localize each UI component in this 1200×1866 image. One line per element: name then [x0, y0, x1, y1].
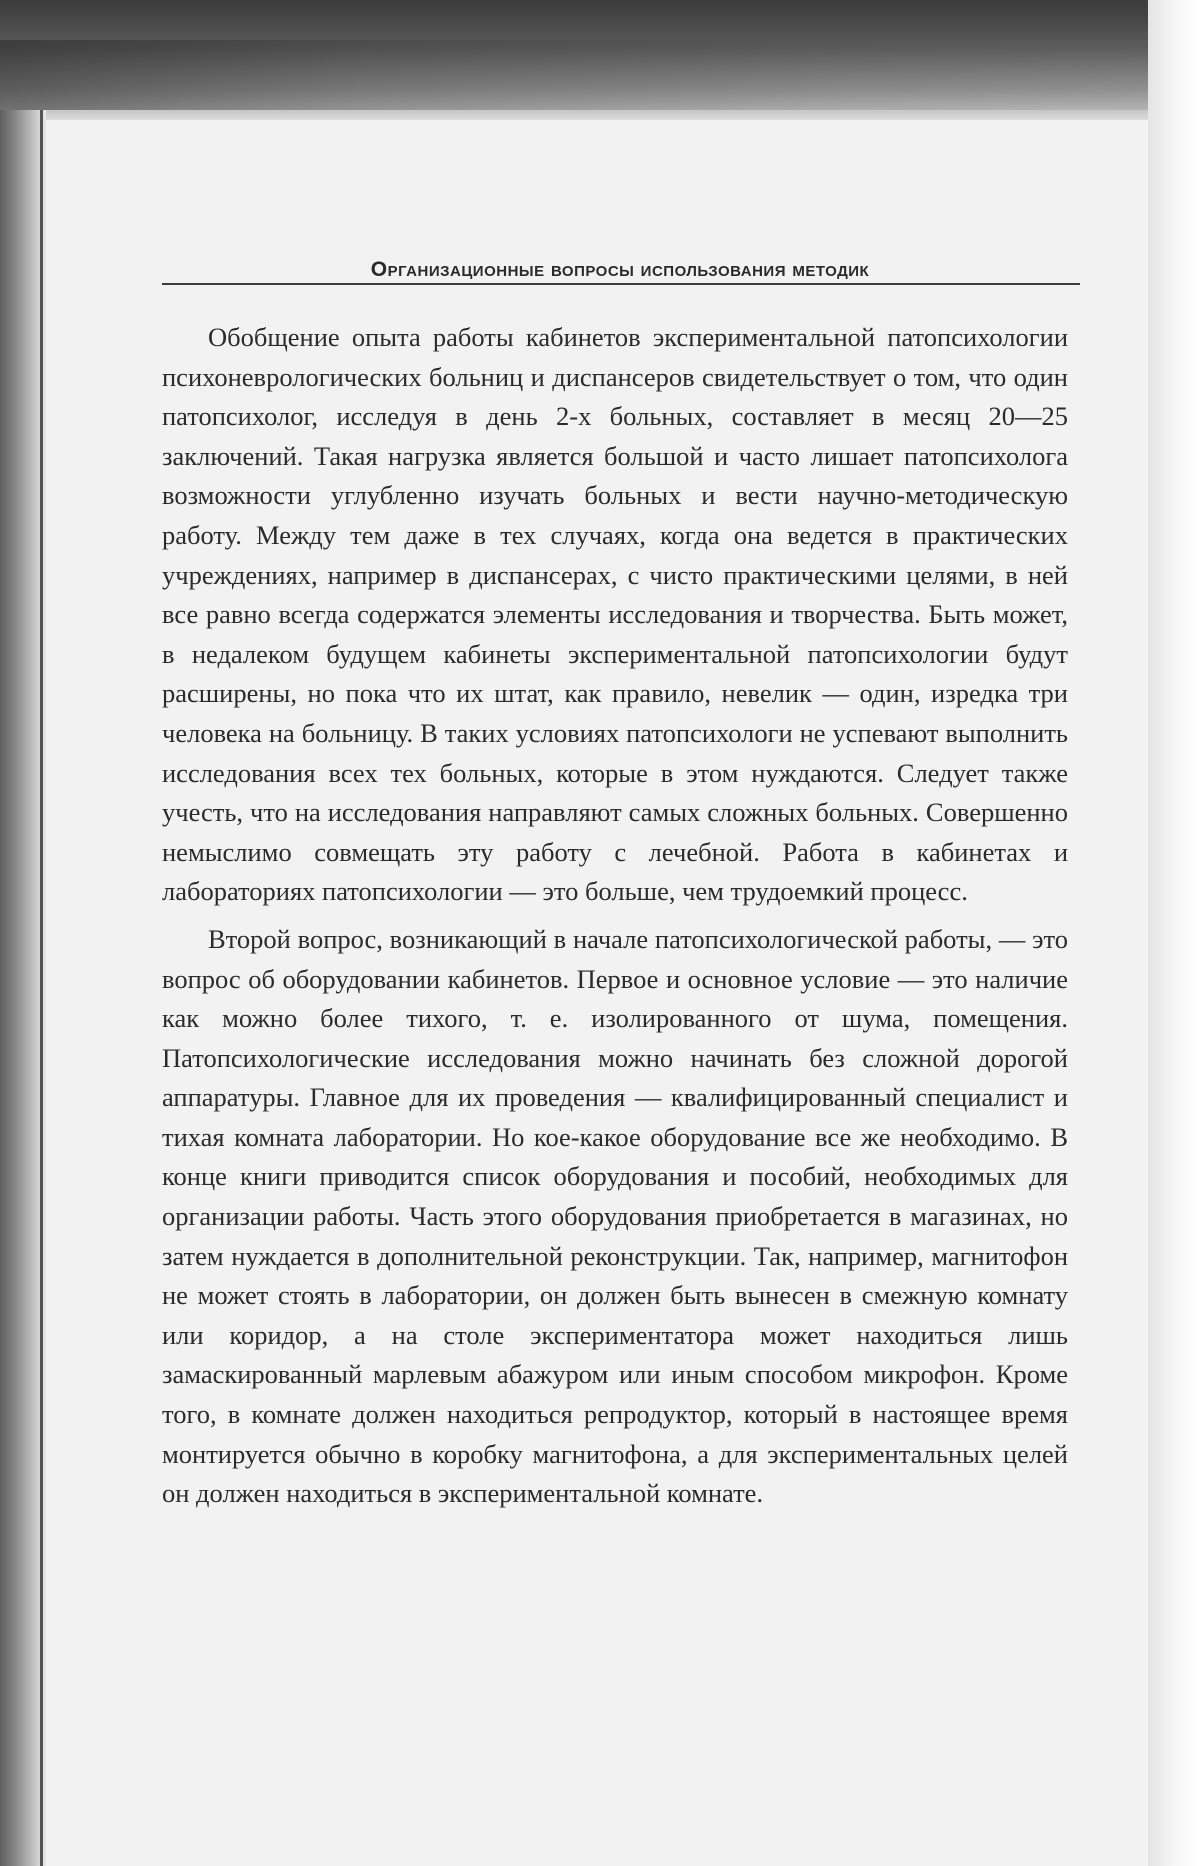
paragraph: Второй вопрос, возникающий в начале патопсихологической работы, — это вопрос об оборудовании кабинетов. Первое и основное условие — это наличие как можно более тихого, т. е. изолированного от шума, помещения. Патопсихологические исследования можно начинать без сложной дорогой аппаратуры. Главное для их проведения — квалифицированный специалист и тихая комната лаборатории. Но кое-какое оборудование все же необходимо. В конце книги приводится список оборудования и пособий, необходимых для организации работы. Часть этого оборудования приобретается в магазинах, но затем нуждается в дополнительной реконструкции. Так, например, магнитофон не может стоять в лаборатории, он должен быть вынесен в смежную комнату или коридор, а на столе экспериментатора может находиться лишь замаскированный марлевым абажуром или иным способом микрофон. Кроме того, в комнате должен находиться репродуктор, который в настоящее время монтируется обычно в коробку магнитофона, а для экспериментальных целей он должен находиться в экспериментальной комнате. [162, 923, 1068, 1509]
running-head-rule [162, 283, 1080, 285]
running-head: Организационные вопросы использования методик [370, 258, 870, 281]
body-text [162, 318, 1068, 1514]
top-scan-shadow-gradient [0, 40, 1200, 110]
paragraph: Обобщение опыта работы кабинетов экспериментальной патопсихологии психоневрологических больниц и диспансеров свидетельствует о том, что один патопсихолог, исследуя в день 2-х больных, составляет в месяц 20—25 заключений. Такая нагрузка является большой и часто лишает патопсихолога возможности углубленно изучать больных и вести научно-методическую работу. Между тем даже в тех случаях, когда она ведется в практических учреждениях, например в диспансерах, с чисто практическими целями, в ней все равно всегда содержатся элементы исследования и творчества. Быть может, в недалеком будущем кабинеты экспериментальной патопсихологии будут расширены, но пока что их штат, как правило, невелик — один, изредка три человека на больницу. В таких условиях патопсихологи не успевают выполнить исследования всех тех больных, которые в этом нуждаются. Следует также учесть, что на исследования направляют самых сложных больных. Совершенно немыслимо совмещать эту работу с лечебной. Работа в кабинетах и лабораториях патопсихологии — это больше, чем трудоемкий процесс. [162, 322, 1068, 907]
right-page-edge [1148, 0, 1200, 1866]
book-spine-line [40, 110, 43, 1866]
